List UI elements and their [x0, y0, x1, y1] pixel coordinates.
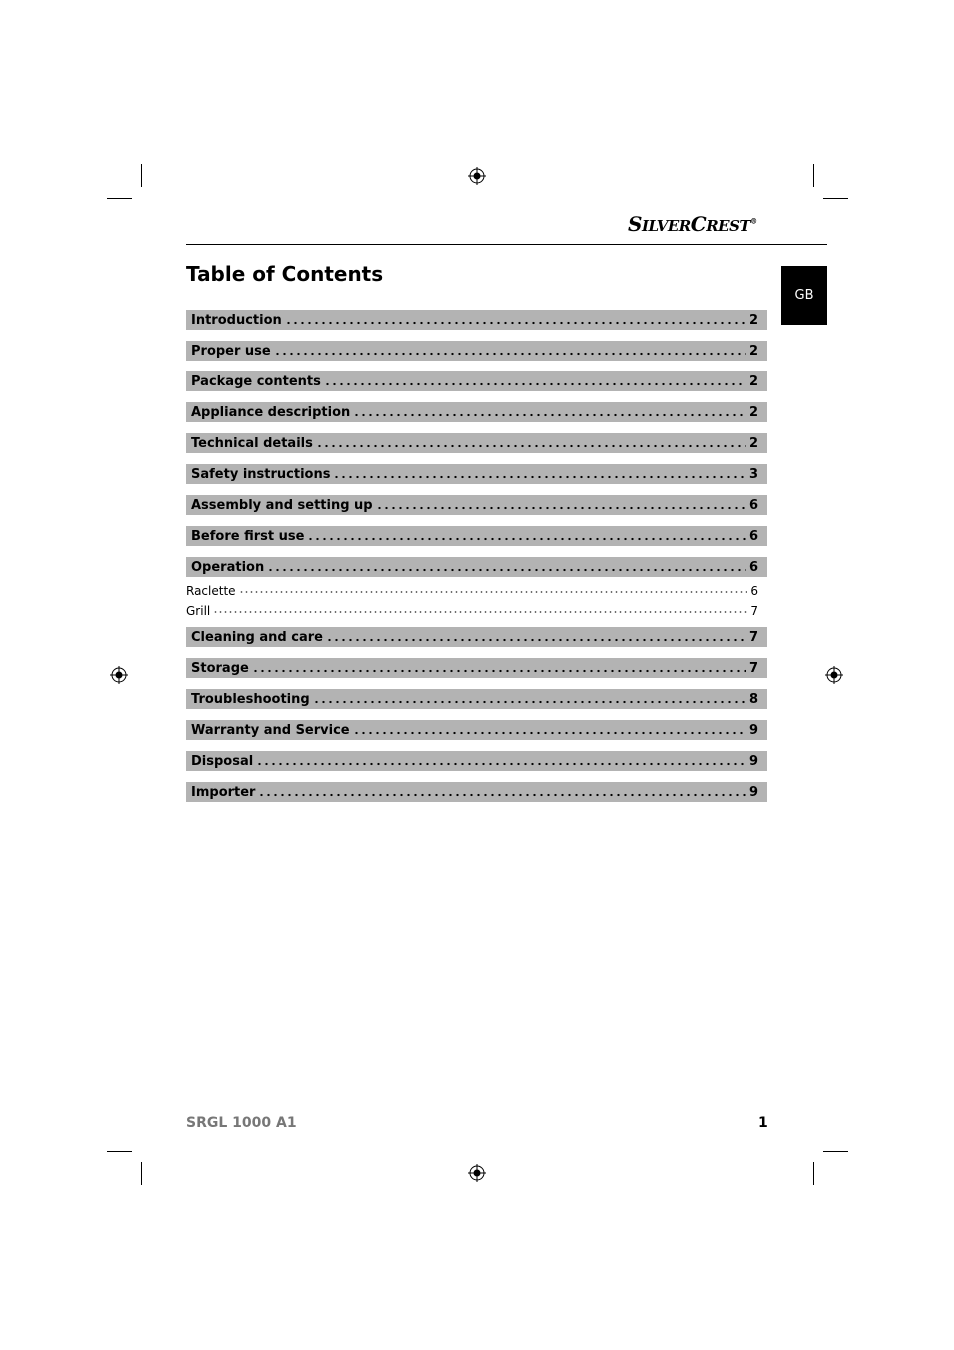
- toc-entry[interactable]: [186, 627, 767, 647]
- toc-entry-page: 9: [748, 784, 758, 800]
- dot-leader: [316, 444, 746, 448]
- toc-entry-label: Disposal: [191, 753, 254, 769]
- toc-entry-page: 7: [748, 629, 758, 645]
- crop-mark: [107, 1151, 132, 1152]
- dot-leader: [213, 610, 747, 614]
- toc-entry-page: 3: [748, 466, 758, 482]
- toc-entry[interactable]: [186, 310, 767, 330]
- language-tab: GB: [781, 266, 827, 325]
- dot-leader: [376, 506, 746, 510]
- toc-entry[interactable]: [186, 720, 767, 740]
- page-title: Table of Contents: [186, 262, 384, 286]
- dot-leader: [313, 700, 746, 704]
- crop-mark: [813, 1162, 814, 1185]
- toc-entry[interactable]: [186, 751, 767, 771]
- toc-entry-page: 6: [748, 497, 758, 513]
- toc-entry-label: Proper use: [191, 343, 271, 359]
- silvercrest-logo: SILVERCREST®: [628, 212, 757, 236]
- dot-leader: [274, 352, 746, 356]
- toc-entry-label: Appliance description: [191, 404, 351, 420]
- registration-mark-icon: [110, 666, 128, 684]
- crop-mark: [813, 164, 814, 187]
- dot-leader: [307, 537, 746, 541]
- toc-entry-label: Assembly and setting up: [191, 497, 373, 513]
- toc-entry[interactable]: [186, 557, 767, 577]
- toc-subentry[interactable]: [186, 600, 767, 618]
- toc-entry-label: Importer: [191, 784, 256, 800]
- toc-entry-label: Package contents: [191, 373, 321, 389]
- dot-leader: [353, 413, 746, 417]
- toc-entry-page: 2: [748, 404, 758, 420]
- crop-mark: [823, 198, 848, 199]
- toc-entry-label: Troubleshooting: [191, 691, 310, 707]
- toc-entry-page: 7: [748, 660, 758, 676]
- toc-entry-page: 6: [750, 584, 758, 598]
- toc-entry-page: 2: [748, 343, 758, 359]
- registration-mark-icon: [468, 167, 486, 185]
- toc-entry-page: 7: [750, 604, 758, 618]
- toc-entry[interactable]: [186, 782, 767, 802]
- toc-subentry[interactable]: [186, 580, 767, 598]
- toc-entry[interactable]: [186, 495, 767, 515]
- toc-entry-label: Introduction: [191, 312, 282, 328]
- dot-leader: [353, 731, 746, 735]
- toc-entry-label: Grill: [186, 604, 211, 618]
- toc-entry[interactable]: [186, 433, 767, 453]
- toc-entry-label: Raclette: [186, 584, 236, 598]
- toc-entry-label: Operation: [191, 559, 265, 575]
- dot-leader: [333, 475, 746, 479]
- toc-entry-label: Before first use: [191, 528, 305, 544]
- dot-leader: [258, 793, 745, 797]
- dot-leader: [252, 669, 746, 673]
- toc-entry[interactable]: [186, 464, 767, 484]
- crop-mark: [141, 1162, 142, 1185]
- toc-entry-label: Storage: [191, 660, 249, 676]
- model-number: SRGL 1000 A1: [186, 1115, 297, 1131]
- toc-entry-label: Warranty and Service: [191, 722, 350, 738]
- toc-entry[interactable]: [186, 371, 767, 391]
- dot-leader: [239, 590, 748, 594]
- toc-entry[interactable]: [186, 689, 767, 709]
- header-rule: [186, 244, 827, 245]
- dot-leader: [326, 638, 746, 642]
- dot-leader: [324, 382, 746, 386]
- registration-mark-icon: [468, 1164, 486, 1182]
- toc-entry-page: 2: [748, 312, 758, 328]
- toc-entry-label: Technical details: [191, 435, 313, 451]
- dot-leader: [256, 762, 746, 766]
- toc-entry[interactable]: [186, 402, 767, 422]
- dot-leader: [267, 568, 746, 572]
- toc-entry[interactable]: [186, 658, 767, 678]
- toc-entry[interactable]: [186, 341, 767, 361]
- toc-entry-page: 2: [748, 373, 758, 389]
- toc-entry[interactable]: [186, 526, 767, 546]
- registration-mark-icon: [825, 666, 843, 684]
- crop-mark: [107, 198, 132, 199]
- toc-entry-label: Cleaning and care: [191, 629, 323, 645]
- toc-entry-page: 9: [748, 753, 758, 769]
- toc-entry-page: 9: [748, 722, 758, 738]
- toc-entry-page: 6: [748, 559, 758, 575]
- dot-leader: [285, 321, 746, 325]
- crop-mark: [823, 1151, 848, 1152]
- page-number: 1: [758, 1115, 768, 1131]
- toc-entry-page: 6: [748, 528, 758, 544]
- toc-entry-page: 2: [748, 435, 758, 451]
- toc-entry-label: Safety instructions: [191, 466, 331, 482]
- crop-mark: [141, 164, 142, 187]
- toc-entry-page: 8: [748, 691, 758, 707]
